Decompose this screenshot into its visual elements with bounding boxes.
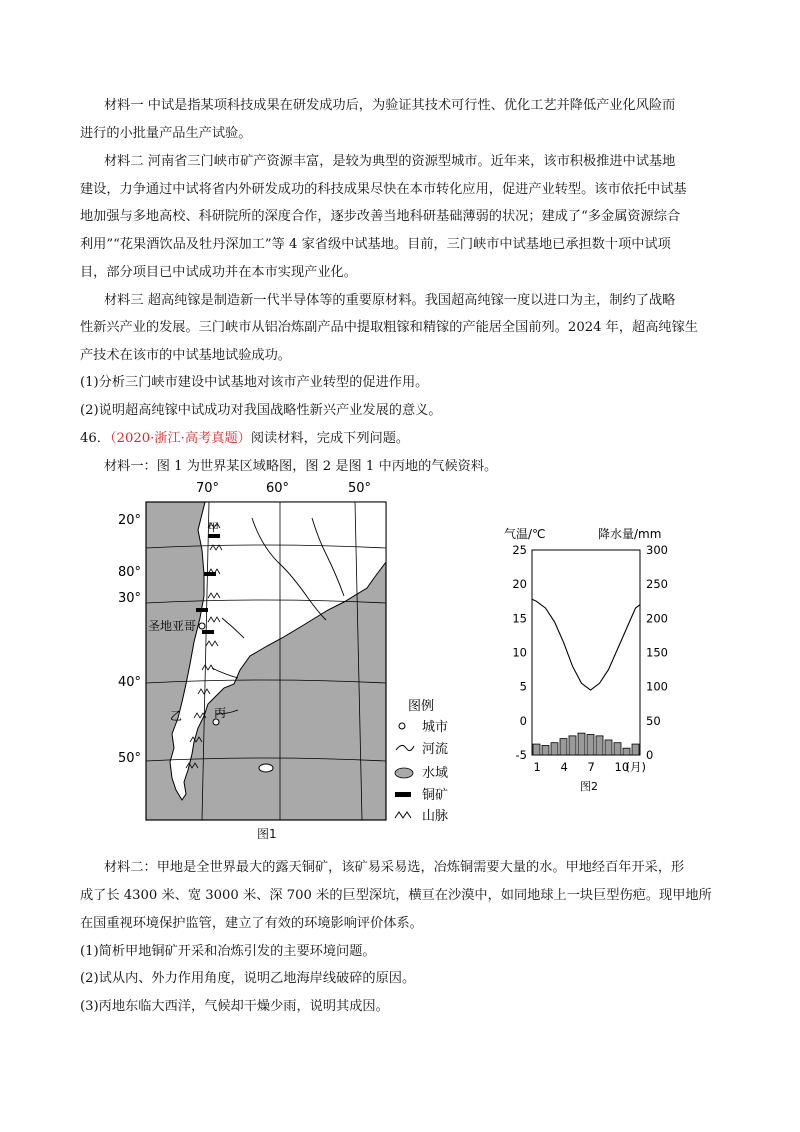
legend-water: 水域 — [422, 766, 449, 781]
material3-line1: 材料三 超高纯镓是制造新一代半导体等的重要原材料。我国超高纯镓一度以进口为主，制约了战略 — [104, 293, 676, 308]
q46-source: （2020·浙江·高考真题） — [109, 431, 251, 446]
precip-bar — [578, 733, 585, 755]
material2-line4: 利用”“花果酒饮品及牡丹深加工”等 4 家省级中试基地。目前，三门峡市中试基地已承担数十项中试项 — [80, 237, 671, 252]
temp-tick-label: 0 — [519, 713, 527, 728]
figure2-caption: 图2 — [580, 780, 598, 793]
legend-city-icon — [399, 723, 405, 729]
q46-material2-line1: 材料二：甲地是全世界最大的露天铜矿，该矿易采易选，冶炼铜需要大量的水。甲地经百年开采，形 — [104, 860, 685, 875]
month-tick-label: 1 — [533, 760, 541, 774]
material2-line3: 地加强与多地高校、科研院所的深度合作，逐步改善当地科研基础薄弱的状况；建成了“多金属资源综合 — [80, 209, 681, 224]
lat-label-80: 80° — [118, 565, 142, 580]
precip-bar — [632, 744, 639, 755]
precip-bar — [587, 735, 594, 756]
precip-bar — [542, 745, 549, 755]
legend-mountain: 山脉 — [422, 809, 449, 824]
lat-label-40: 40° — [118, 675, 142, 690]
q46-header — [80, 429, 409, 449]
precip-bar — [560, 739, 567, 755]
month-tick-label: 10 — [614, 760, 630, 774]
temp-ticks — [512, 543, 527, 762]
place-bing: 丙 — [214, 706, 227, 720]
temperature-line — [532, 599, 640, 690]
place-yi: 乙 — [170, 709, 183, 723]
q46-material2-line2: 成了长 4300 米、宽 3000 米、深 700 米的巨型深坑，横亘在沙漠中，如同地球上一块巨型伤疤。现甲地所 — [80, 888, 712, 903]
q46-question-1: (1)简析甲地铜矿开采和冶炼引发的主要环境问题。 — [80, 944, 376, 959]
lon-label-50: 50° — [348, 481, 372, 496]
precip-tick-label: 50 — [646, 713, 661, 728]
month-tick-label: 4 — [560, 760, 568, 774]
precip-bar — [614, 743, 621, 755]
copper-mine — [208, 534, 220, 538]
falkland-island — [259, 764, 273, 772]
precip-bar — [623, 748, 630, 755]
temp-axis-label: 气温/℃ — [504, 527, 546, 541]
precip-bar — [605, 740, 612, 755]
precip-tick-label: 300 — [646, 543, 668, 557]
legend-copper: 铜矿 — [422, 788, 449, 803]
legend-title: 图例 — [408, 699, 435, 714]
precip-ticks — [646, 543, 668, 762]
precip-tick-label: 250 — [646, 577, 668, 592]
lat-label-50: 50° — [118, 751, 142, 766]
q46-prompt: 阅读材料，完成下列问题。 — [250, 431, 410, 446]
question-prev-2: (2)说明超高纯镓中试成功对我国战略性新兴产业发展的意义。 — [80, 403, 442, 418]
month-unit-label: (月) — [625, 760, 646, 774]
lon-label-70: 70° — [196, 481, 220, 496]
month-tick-label: 7 — [587, 760, 595, 774]
climate-chart — [500, 518, 700, 808]
material1-line2: 进行的小批量产品生产试验。 — [80, 126, 252, 141]
copper-mine — [202, 630, 214, 634]
temp-tick-label: -5 — [515, 748, 527, 762]
q46-number: 46． — [80, 431, 110, 446]
region-map — [112, 478, 472, 848]
temp-tick-label: 15 — [512, 611, 527, 626]
q46-material1: 材料一：图 1 为世界某区域略图，图 2 是图 1 中丙地的气候资料。 — [104, 459, 498, 474]
copper-mine — [204, 572, 216, 576]
lat-label-20: 20° — [118, 513, 142, 528]
material2-line5: 目，部分项目已中试成功并在本市实现产业化。 — [80, 265, 357, 280]
q46-material2-line3: 在国重视环境保护监管，建立了有效的环境影响评价体系。 — [80, 916, 423, 931]
temp-tick-label: 5 — [519, 679, 527, 694]
precip-bar — [533, 744, 540, 755]
temp-tick-label: 20 — [512, 577, 527, 592]
precip-axis-label: 降水量/mm — [598, 527, 662, 541]
lat-label-30: 30° — [118, 591, 142, 606]
map-legend — [395, 699, 448, 824]
temp-tick-label: 10 — [512, 645, 527, 660]
q46-question-2: (2)试从内、外力作用角度，说明乙地海岸线破碎的原因。 — [80, 971, 416, 986]
plot-frame — [532, 550, 640, 755]
city-santiago — [199, 623, 205, 629]
precip-tick-label: 200 — [646, 611, 668, 626]
material3-line2: 性新兴产业的发展。三门峡市从铝冶炼副产品中提取粗镓和精镓的产能居全国前列。2024 年，超高纯镓生 — [80, 320, 698, 335]
precip-bar — [551, 743, 558, 755]
legend-copper-icon — [395, 792, 411, 797]
copper-mine — [196, 608, 208, 612]
precipitation-bars — [533, 733, 639, 755]
material2-line1: 材料二 河南省三门峡市矿产资源丰富，是较为典型的资源型城市。近年来，该市积极推进中试基地 — [104, 154, 676, 169]
material1-line1: 材料一 中试是指某项科技成果在研发成功后，为验证其技术可行性、优化工艺并降低产业化风险而 — [104, 98, 676, 113]
city-santiago-label: 圣地亚哥 — [148, 619, 197, 633]
legend-city: 城市 — [422, 720, 449, 735]
month-ticks — [534, 760, 646, 774]
material2-line2: 建设，力争通过中试将省内外研发成功的科技成果尽快在本市转化应用，促进产业转型。该市依托中试基 — [80, 182, 687, 197]
legend-water-icon — [395, 768, 413, 778]
precip-bar — [596, 736, 603, 755]
precip-bar — [569, 736, 576, 755]
question-prev-1: (1)分析三门峡市建设中试基地对该市产业转型的促进作用。 — [80, 375, 429, 390]
material3-line3: 产技术在该市的中试基地试验成功。 — [80, 348, 291, 363]
temp-tick-label: 25 — [512, 543, 527, 557]
legend-mountain-icon — [395, 812, 411, 818]
legend-river-icon — [396, 745, 414, 750]
place-jia: 甲 — [208, 521, 219, 534]
figure1-caption: 图1 — [257, 827, 277, 841]
precip-tick-label: 150 — [646, 645, 668, 660]
lon-label-60: 60° — [266, 481, 290, 496]
precip-tick-label: 100 — [646, 679, 668, 694]
q46-question-3: (3)丙地东临大西洋，气候却干燥少雨，说明其成因。 — [80, 999, 389, 1014]
legend-river: 河流 — [422, 742, 449, 757]
precip-tick-label: 0 — [646, 748, 654, 762]
